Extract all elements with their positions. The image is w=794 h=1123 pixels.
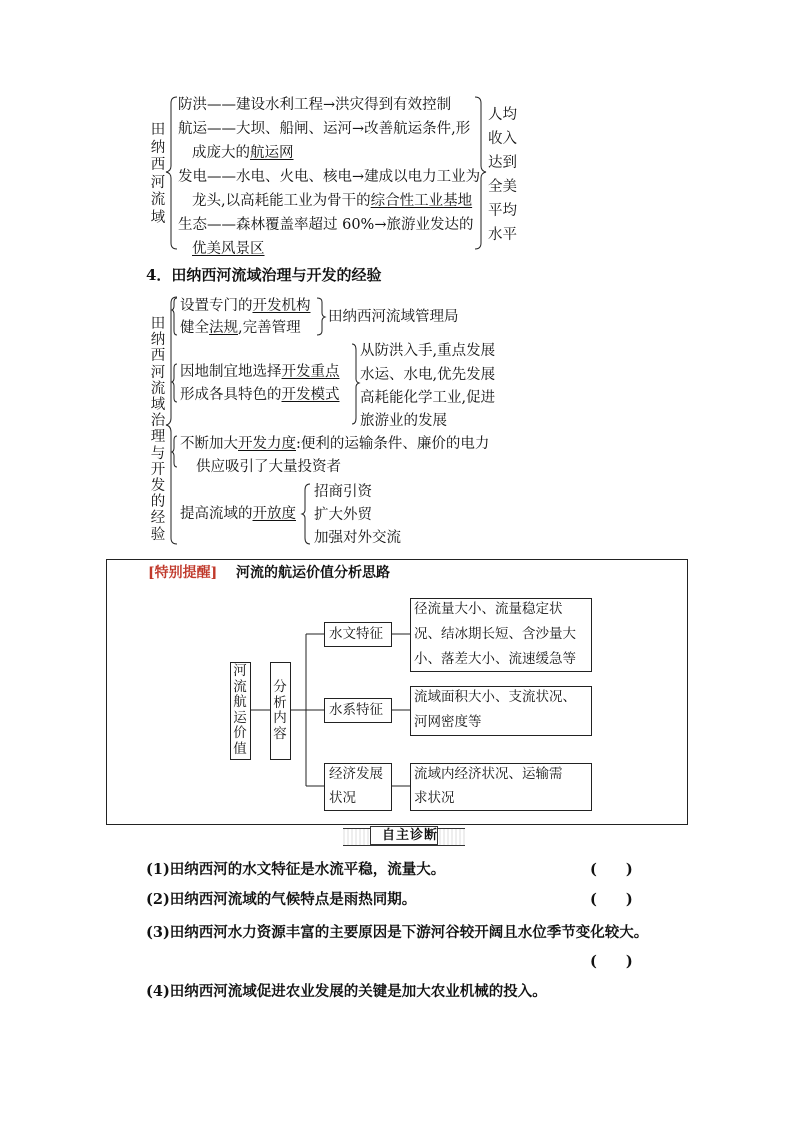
section2-side-label: 田纳西河流域治理与开发的经验: [150, 316, 166, 543]
diag-item-3: (3)田纳西河水力资源丰富的主要原因是下游河谷较开阔且水位季节变化较大。: [146, 924, 649, 941]
diag-item-2: (2)田纳西河流域的气候特点是雨热同期。: [146, 891, 417, 908]
tip-branch-3-detail-2: 求状况: [414, 790, 455, 806]
s1-right-4: 全美: [488, 179, 517, 195]
diag-title: 自主诊断: [382, 828, 439, 843]
s1-line-1: 防洪——建设水利工程→洪灾得到有效控制: [178, 97, 452, 113]
s1-line-2: 航运——大坝、船闸、运河→改善航运条件,形: [178, 121, 471, 137]
s1-right-6: 水平: [488, 227, 517, 243]
g2-result-1: 从防洪入手,重点发展: [360, 343, 496, 359]
tip-branch-2-detail-1: 流域面积大小、支流状况、: [414, 689, 576, 705]
tip-box: [106, 559, 688, 825]
tip-branch-2-label: 水系特征: [329, 702, 383, 718]
s1-right-2: 收入: [488, 131, 517, 147]
g4-line: 提高流域的开放度: [180, 506, 296, 522]
section1-side-label: 田纳西河流域: [150, 122, 166, 226]
s1-right-1: 人均: [488, 107, 517, 123]
section2-heading: 4．田纳西河流域治理与开发的经验: [146, 266, 382, 284]
s1-line-6: 生态——森林覆盖率超过 60%→旅游业发达的: [178, 217, 474, 233]
g4-item-3: 加强对外交流: [314, 530, 401, 546]
s1-line-5: 龙头,以高耗能工业为骨干的综合性工业基地: [192, 193, 473, 209]
tip-title: 河流的航运价值分析思路: [236, 565, 390, 581]
g1-line-1: 设置专门的开发机构: [180, 298, 311, 314]
g2-result-4: 旅游业的发展: [360, 413, 447, 429]
tip-branch-1-label: 水文特征: [329, 626, 383, 642]
g4-item-2: 扩大外贸: [314, 507, 372, 523]
tip-branch-3-label-2: 状况: [329, 790, 356, 806]
g3-line-1: 不断加大开发力度:便利的运输条件、廉价的电力: [180, 436, 490, 452]
tip-mid-label: 分析内容: [273, 679, 287, 742]
diag-paren-1[interactable]: ( ): [590, 861, 633, 878]
s1-right-5: 平均: [488, 203, 517, 219]
tip-branch-2-detail-2: 河网密度等: [414, 714, 482, 730]
tip-branch-1-detail-3: 小、落差大小、流速缓急等: [414, 651, 576, 667]
tip-root-label: 河流航运价值: [233, 663, 247, 757]
diag-item-1: (1)田纳西河的水文特征是水流平稳，流量大。: [146, 861, 446, 878]
tip-branch-1-detail-2: 况、结冰期长短、含沙量大: [414, 626, 576, 642]
tip-branch-3-detail-1: 流域内经济状况、运输需: [414, 766, 563, 782]
g2-result-2: 水运、水电,优先发展: [360, 367, 496, 383]
tip-branch-1-detail-1: 径流量大小、流量稳定状: [414, 601, 563, 617]
s1-line-4: 发电——水电、火电、核电→建成以电力工业为: [178, 169, 481, 185]
tip-tag: [特别提醒]: [148, 565, 218, 581]
s1-line-3: 成庞大的航运网: [192, 145, 294, 161]
diag-item-4: (4)田纳西河流域促进农业发展的关键是加大农业机械的投入。: [146, 983, 547, 1000]
tip-branch-3-label-1: 经济发展: [329, 766, 383, 782]
g2-line-2: 形成各具特色的开发模式: [180, 387, 340, 403]
g3-line-2: 供应吸引了大量投资者: [196, 459, 341, 475]
s1-line-7: 优美风景区: [192, 241, 265, 257]
g2-line-1: 因地制宜地选择开发重点: [180, 364, 340, 380]
diag-paren-2[interactable]: ( ): [590, 891, 633, 908]
g1-line-2: 健全法规,完善管理: [180, 320, 301, 336]
g4-item-1: 招商引资: [314, 484, 372, 500]
g1-result: 田纳西河流域管理局: [328, 309, 459, 325]
g2-result-3: 高耗能化学工业,促进: [360, 390, 496, 406]
diag-paren-3[interactable]: ( ): [590, 953, 633, 970]
s1-right-3: 达到: [488, 155, 517, 171]
